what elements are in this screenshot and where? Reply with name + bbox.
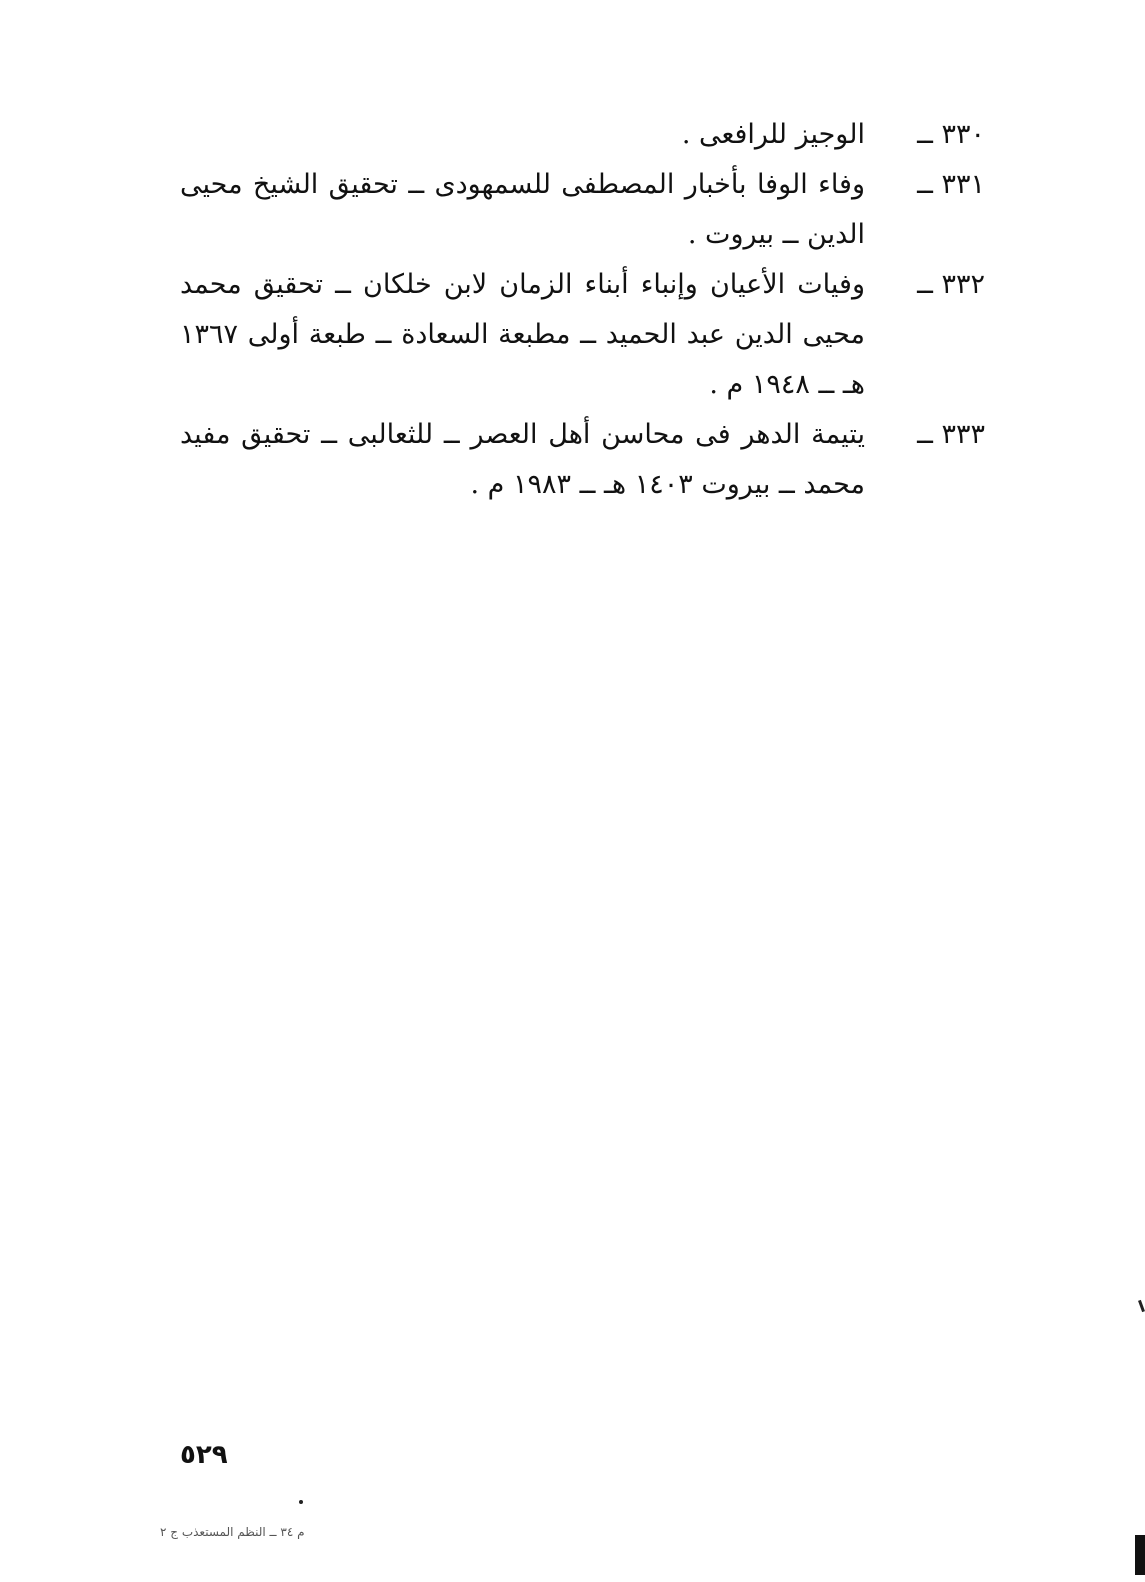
edge-mark xyxy=(1138,1300,1145,1312)
edge-mark xyxy=(1135,1535,1145,1575)
entry-number: ٣٣٢ ــ xyxy=(917,269,985,300)
page-number: ٥٢٩ xyxy=(180,1440,228,1470)
bibliography-entry xyxy=(180,410,985,510)
entry-text: يتيمة الدهر فى محاسن أهل العصر ــ للثعالبى ــ تحقيق مفيد محمد ــ بيروت ١٤٠٣ هـ ــ ١٩٨٣ م . xyxy=(180,419,865,500)
bibliography-list xyxy=(180,110,985,510)
entry-text: وفاء الوفا بأخبار المصطفى للسمهودى ــ تحقيق الشيخ محيى الدين ــ بيروت . xyxy=(180,169,865,250)
bibliography-entry xyxy=(180,110,985,160)
speck-dot xyxy=(299,1500,303,1504)
entry-text: الوجيز للرافعى . xyxy=(681,119,865,150)
bibliography-entry xyxy=(180,160,985,260)
entry-text: وفيات الأعيان وإنباء أبناء الزمان لابن خلكان ــ تحقيق محمد محيى الدين عبد الحميد ــ مطبعة السعادة ــ طبعة أولى ١٣٦٧ هـ ــ ١٩٤٨ م . xyxy=(180,269,865,400)
entry-number: ٣٣١ ــ xyxy=(917,169,985,200)
footer-note: م ٣٤ ــ النظم المستعذب ج ٢ xyxy=(160,1525,305,1539)
bibliography-entry xyxy=(180,260,985,410)
entry-number: ٣٣٣ ــ xyxy=(917,419,985,450)
entry-number: ٣٣٠ ــ xyxy=(917,119,985,150)
